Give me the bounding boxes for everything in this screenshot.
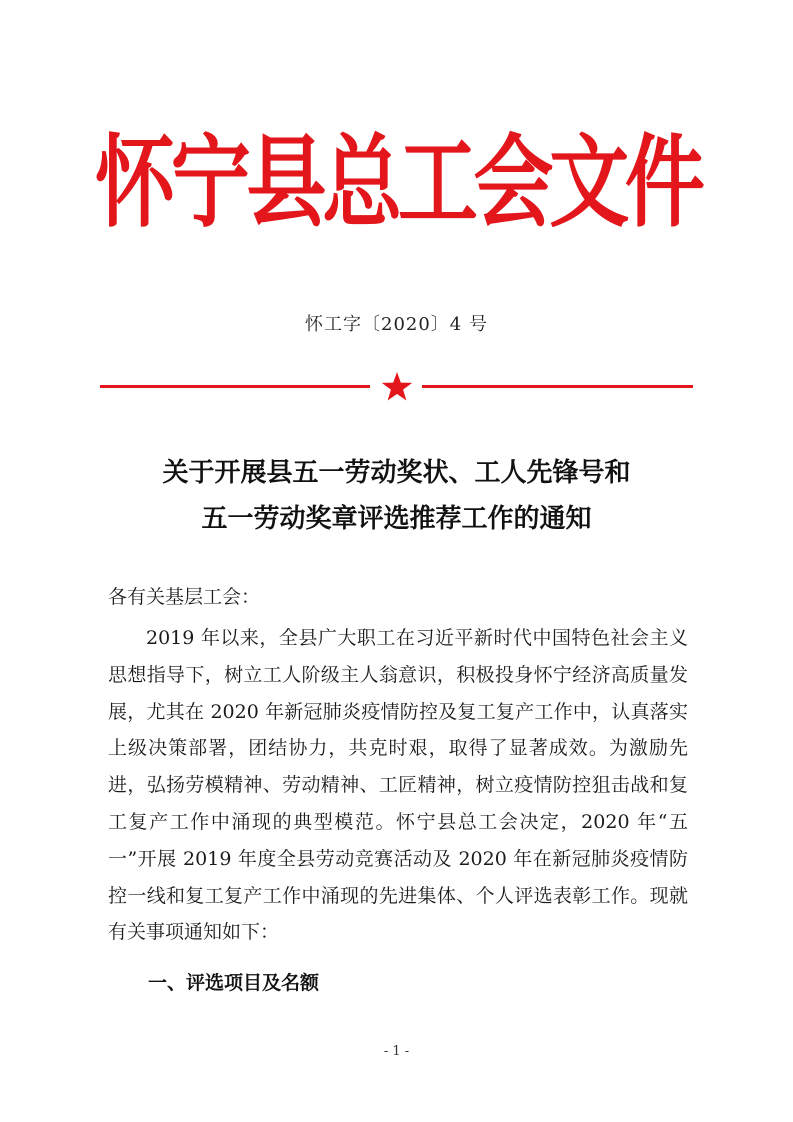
body-paragraph: 2019 年以来，全县广大职工在习近平新时代中国特色社会主义思想指导下，树立工人阶级主人翁意识，积极投身怀宁经济高质量发展，尤其在 2020 年新冠肺炎疫情防控及复工复产工作中，认真落实上级决策部署，团结协力，共克时艰，取得了显著成效。为激励先进，弘扬劳模精神、劳动精神、工匠精神，树立疫情防控狙击战和复工复产工作中涌现的典型模范。怀宁县总工会决定，2020 年“五一”开展 2019 年度全县劳动竞赛活动及 2020 年在新冠肺炎疫情防控一线和复工复产工作中涌现的先进集体、个人评选表彰工作。现就有关事项通知如下： — [108, 627, 688, 944]
header-title-char: 件 — [624, 124, 705, 241]
salutation: 各有关基层工会： — [108, 586, 261, 608]
header-title-char: 怀 — [95, 124, 175, 241]
page-number: - 1 - — [383, 1044, 410, 1059]
header-title-char: 宁 — [170, 124, 251, 241]
document-header-title — [95, 102, 705, 265]
divider-line-right — [422, 385, 693, 388]
header-title-char: 总 — [322, 124, 403, 241]
header-title-char: 县 — [246, 124, 327, 241]
red-divider — [100, 372, 693, 402]
section-heading: 一、评选项目及名额 — [148, 972, 320, 994]
document-number: 怀工字〔2020〕4 号 — [305, 314, 488, 335]
star-icon — [381, 372, 413, 402]
divider-line-left — [100, 385, 370, 388]
title-line-1: 关于开展县五一劳动奖状、工人先锋号和 — [162, 458, 631, 488]
document-title — [0, 450, 793, 542]
header-title-char: 工 — [397, 124, 478, 241]
title-line-2: 五一劳动奖章评选推荐工作的通知 — [201, 504, 592, 534]
header-title-char: 文 — [549, 124, 630, 241]
header-title-char: 会 — [473, 124, 554, 241]
